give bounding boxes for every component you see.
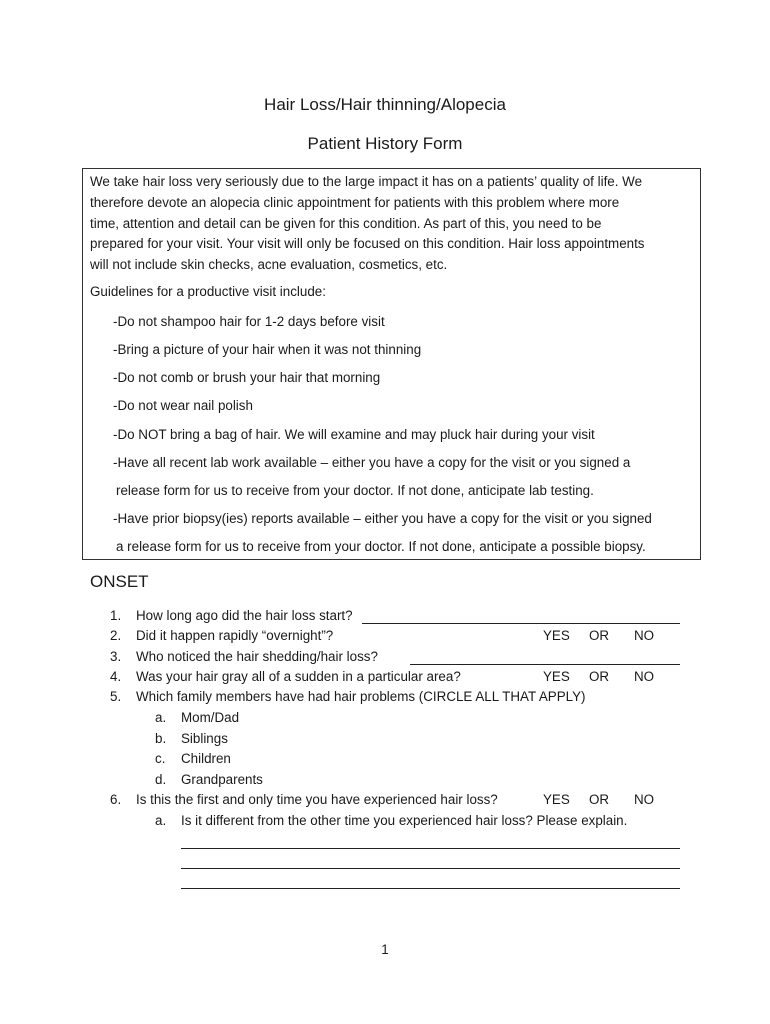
- question-text: Which family members have had hair problems (CIRCLE ALL THAT APPLY): [136, 689, 586, 704]
- intro-line: therefore devote an alopecia clinic appointment for patients with this problem where more: [90, 194, 620, 210]
- question-number: 6.: [110, 792, 122, 807]
- form-title: Hair Loss/Hair thinning/Alopecia: [264, 95, 506, 114]
- guideline-item: -Do not comb or brush your hair that morning: [113, 370, 381, 385]
- form-subtitle: Patient History Form: [307, 134, 463, 153]
- yes-option-q4[interactable]: YES: [543, 669, 570, 684]
- question-text: How long ago did the hair loss start?: [136, 608, 353, 623]
- explanation-line-2[interactable]: [181, 868, 680, 869]
- guideline-item: -Have all recent lab work available – either you have a copy for the visit or you signed a: [113, 455, 631, 470]
- intro-line: prepared for your visit. Your visit will only be focused on this condition. Hair loss appointments: [90, 236, 645, 252]
- page-number: 1: [381, 942, 389, 957]
- question-number: 3.: [110, 649, 122, 664]
- guideline-item: -Have prior biopsy(ies) reports available – either you have a copy for the visit or you signed: [113, 511, 652, 526]
- question-number: 5.: [110, 689, 122, 704]
- no-option-q2[interactable]: NO: [634, 628, 655, 643]
- or-label-q6: OR: [589, 792, 610, 807]
- option-letter: a.: [155, 710, 167, 725]
- intro-line: will not include skin checks, acne evaluation, cosmetics, etc.: [90, 257, 448, 273]
- question-text: Is this the first and only time you have experienced hair loss?: [136, 792, 498, 807]
- guideline-item: -Do not shampoo hair for 1-2 days before visit: [113, 314, 385, 329]
- or-label-q2: OR: [589, 628, 610, 643]
- guideline-item: -Do not wear nail polish: [113, 398, 253, 413]
- option-letter: a.: [155, 813, 167, 828]
- question-text: Did it happen rapidly “overnight”?: [136, 628, 334, 643]
- guideline-item: a release form for us to receive from your doctor. If not done, anticipate a possible biopsy.: [116, 539, 646, 554]
- question-number: 2.: [110, 628, 122, 643]
- question-text: Was your hair gray all of a sudden in a particular area?: [136, 669, 461, 684]
- intro-paragraph: [90, 172, 696, 276]
- guideline-item: release form for us to receive from your doctor. If not done, anticipate lab testing.: [116, 483, 594, 498]
- option-text: Children: [181, 751, 231, 766]
- guideline-item: -Do NOT bring a bag of hair. We will examine and may pluck hair during your visit: [113, 427, 595, 442]
- guideline-item: -Bring a picture of your hair when it was not thinning: [113, 342, 422, 357]
- option-text: Grandparents: [181, 772, 263, 787]
- option-letter: d.: [155, 772, 167, 787]
- section-heading-onset: ONSET: [90, 572, 149, 591]
- question-text: Who noticed the hair shedding/hair loss?: [136, 649, 378, 664]
- no-option-q4[interactable]: NO: [634, 669, 655, 684]
- explanation-line-3[interactable]: [181, 888, 680, 889]
- guidelines-heading: Guidelines for a productive visit include:: [90, 284, 326, 299]
- question-number: 4.: [110, 669, 122, 684]
- question-number: 1.: [110, 608, 122, 623]
- answer-line-q3[interactable]: [410, 664, 680, 665]
- or-label-q4: OR: [589, 669, 610, 684]
- yes-option-q2[interactable]: YES: [543, 628, 570, 643]
- intro-line: We take hair loss very seriously due to the large impact it has on a patients’ quality of life. We: [90, 174, 643, 189]
- no-option-q6[interactable]: NO: [634, 792, 655, 807]
- option-text: Siblings: [181, 731, 228, 746]
- yes-option-q6[interactable]: YES: [543, 792, 570, 807]
- option-letter: c.: [155, 751, 166, 766]
- explanation-line-1[interactable]: [181, 848, 680, 849]
- intro-line: time, attention and detail can be given for this condition. As part of this, you need to be: [90, 215, 602, 231]
- option-letter: b.: [155, 731, 167, 746]
- option-text: Is it different from the other time you experienced hair loss? Please explain.: [181, 813, 628, 828]
- option-text: Mom/Dad: [181, 710, 240, 725]
- answer-line-q1[interactable]: [362, 623, 680, 624]
